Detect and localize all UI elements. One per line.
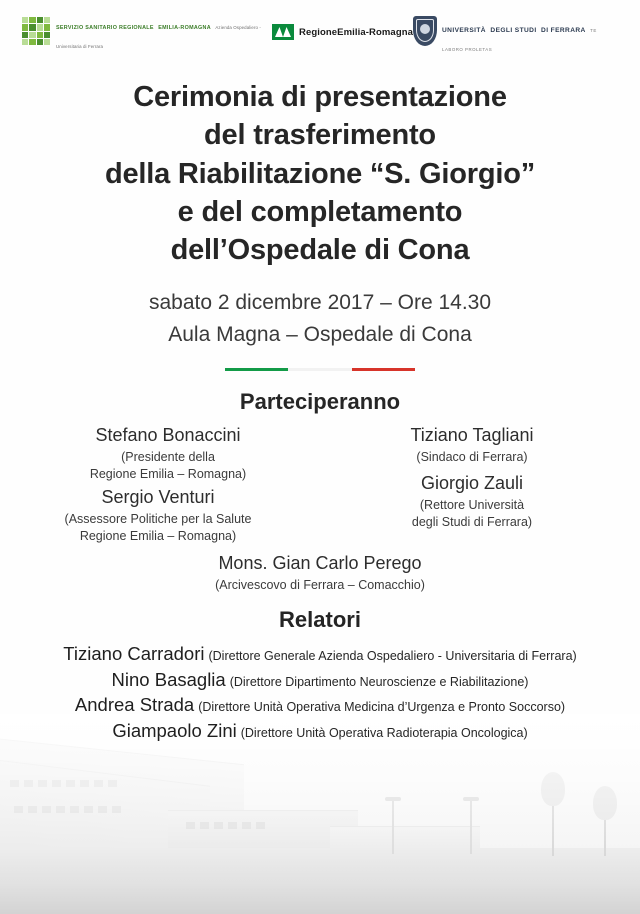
logo-universita-di-ferrara (413, 16, 618, 56)
background-photo-hospital (0, 714, 640, 914)
ssr-logo-text (56, 16, 272, 54)
participant-name: Stefano Bonaccini (95, 425, 241, 446)
participant-role-line: (Assessore Politiche per la Salute (64, 511, 252, 526)
tricolor-divider (225, 368, 415, 371)
speaker-name: Giampaolo Zini (112, 719, 237, 741)
speakers-heading: Relatori (279, 607, 361, 633)
speaker-row (0, 641, 640, 667)
participant-role-line: (Arcivescovo di Ferrara – Comacchio) (215, 577, 425, 592)
participants-heading: Parteciperanno (239, 389, 401, 415)
participant-venturi (8, 487, 308, 544)
participant-role (18, 449, 318, 483)
logo-regione-emilia-romagna (272, 24, 413, 40)
speakers-list (0, 641, 640, 743)
ssr-line3: Azienda Ospedaliero - Universitaria di Ferrara (56, 25, 261, 49)
ssr-line2: EMILIA-ROMAGNA (158, 25, 211, 31)
logo-bar (0, 0, 640, 62)
logo-servizio-sanitario-regionale (22, 16, 272, 54)
grid-squares-logo-icon (22, 17, 50, 45)
unife-motto: TE LABORO PROLETAS (442, 28, 597, 53)
speaker-row (0, 718, 640, 744)
unife-line3: DI FERRARA (541, 27, 586, 34)
participant-role-line: degli Studi di Ferrara) (411, 514, 533, 529)
speaker-role: (Direttore Generale Azienda Ospedaliero - Universitaria di Ferrara) (208, 649, 577, 664)
title-line-4: e del completamento (177, 195, 463, 228)
speaker-name: Andrea Strada (74, 694, 195, 716)
speaker-name: Tiziano Carradori (63, 643, 205, 665)
title-line-3: della Riabilitazione “S. Giorgio” (104, 157, 536, 190)
page-title (0, 78, 640, 269)
speaker-name: Nino Basaglia (111, 668, 226, 690)
speaker-row (0, 667, 640, 693)
university-crest-icon (413, 16, 437, 46)
photo-white-overlay (0, 714, 640, 914)
unife-line2: DEGLI STUDI (490, 27, 537, 34)
participant-name: Tiziano Tagliani (410, 425, 534, 446)
participant-bonaccini (18, 425, 318, 482)
participant-role-line: Regione Emilia – Romagna) (79, 528, 237, 543)
speaker-role: (Direttore Unità Operativa Radioterapia Oncologica) (240, 725, 528, 740)
participant-name: Mons. Gian Carlo Perego (218, 553, 422, 574)
speaker-role: (Direttore Dipartimento Neuroscienze e Riabilitazione) (229, 674, 529, 689)
participant-role (8, 511, 308, 545)
title-line-1: Cerimonia di presentazione (133, 81, 507, 113)
participant-role-line: (Sindaco di Ferrara) (416, 449, 528, 464)
title-line-2: del trasferimento (204, 119, 436, 152)
region-emilia-romagna-mark-icon (272, 24, 294, 40)
participant-name: Giorgio Zauli (420, 473, 524, 494)
participant-zauli (322, 473, 622, 530)
participant-role (322, 449, 622, 466)
participant-role (170, 577, 470, 594)
event-details (0, 287, 640, 350)
unife-line1: UNIVERSITÀ (442, 27, 486, 34)
speaker-row (0, 692, 640, 718)
participant-name: Sergio Venturi (101, 487, 215, 508)
unife-logo-text (442, 18, 618, 56)
participant-role-line: Regione Emilia – Romagna) (89, 466, 247, 481)
region-label: RegioneEmilia-Romagna (299, 26, 414, 38)
participant-tagliani (322, 425, 622, 465)
ssr-line1: SERVIZIO SANITARIO REGIONALE (56, 25, 154, 31)
participant-role-line: (Rettore Università (419, 497, 525, 512)
event-venue: Aula Magna – Ospedale di Cona (168, 322, 472, 346)
participant-role (322, 497, 622, 531)
participant-role-line: (Presidente della (121, 449, 215, 464)
speaker-role: (Direttore Unità Operativa Medicina d’Urgenza e Pronto Soccorso) (198, 700, 566, 715)
event-datetime: sabato 2 dicembre 2017 – Ore 14.30 (148, 291, 492, 315)
participants-list (0, 425, 640, 605)
participant-perego (170, 553, 470, 593)
title-line-5: dell’Ospedale di Cona (170, 234, 470, 267)
